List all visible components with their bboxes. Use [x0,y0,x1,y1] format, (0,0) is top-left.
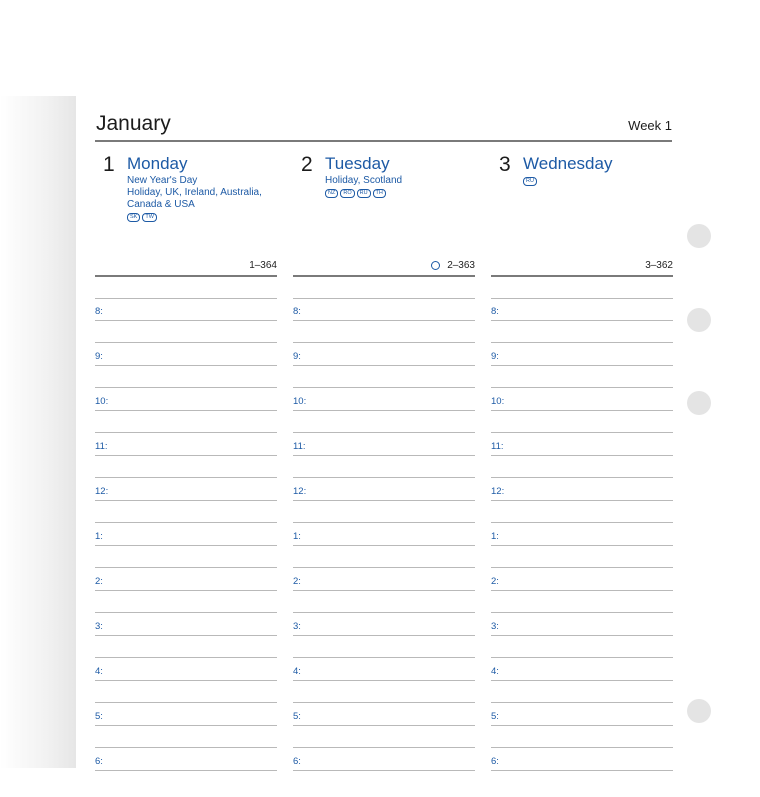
hour-line [95,320,277,321]
half-hour-line [293,612,475,613]
hour-line [95,725,277,726]
hour-label: 9: [293,351,301,362]
half-hour-line [95,567,277,568]
hour-label: 9: [95,351,103,362]
hour-label: 5: [95,711,103,722]
hour-line [95,500,277,501]
half-hour-line [293,387,475,388]
day-count: 1–364 [249,260,277,271]
hour-line [491,455,673,456]
hour-line [95,410,277,411]
hour-label: 10: [491,396,505,407]
country-badge: NZ [325,189,338,198]
hour-label: 12: [95,486,109,497]
hour-label: 4: [293,666,301,677]
hour-label: 5: [491,711,499,722]
half-hour-line [293,567,475,568]
hour-label: 8: [293,306,301,317]
half-hour-line [293,657,475,658]
hour-line [491,365,673,366]
holiday-line: New Year's Day [127,175,198,186]
hour-label: 12: [293,486,307,497]
hour-line [95,455,277,456]
day-name: Tuesday [325,154,390,173]
day-rule [491,275,673,277]
day-column-tuesday [293,142,475,772]
half-hour-line [491,432,673,433]
hour-label: 5: [293,711,301,722]
hour-line [491,770,673,771]
half-hour-line [95,477,277,478]
half-hour-line [293,702,475,703]
hour-label: 8: [491,306,499,317]
month-title: January [96,112,171,135]
binder-hole-icon [687,224,711,248]
day-name: Monday [127,154,188,173]
country-badge: TW [142,213,157,222]
hour-line [293,500,475,501]
hour-label: 11: [293,441,306,452]
hour-label: 2: [95,576,103,587]
half-hour-line [491,657,673,658]
half-hour-line [491,342,673,343]
binder-hole-icon [687,308,711,332]
day-rule [293,275,475,277]
hour-line [293,410,475,411]
holiday-notes [127,175,277,225]
hour-label: 12: [491,486,505,497]
half-hour-line [95,522,277,523]
hour-line [491,680,673,681]
half-hour-line [293,432,475,433]
holiday-line: Canada & USA [127,199,195,210]
hour-line [491,635,673,636]
half-hour-line [491,612,673,613]
half-hour-line [491,702,673,703]
hour-line [293,770,475,771]
day-count: 2–363 [447,260,475,271]
holiday-notes [325,175,475,201]
country-badge: RU [523,177,537,186]
hour-label: 10: [293,396,307,407]
hour-label: 11: [491,441,504,452]
hour-label: 8: [95,306,103,317]
half-hour-line [95,612,277,613]
binder-hole-icon [687,699,711,723]
hour-line [95,545,277,546]
hour-line [293,635,475,636]
hour-label: 4: [95,666,103,677]
hour-line [95,365,277,366]
hour-label: 3: [293,621,301,632]
hour-line [491,545,673,546]
hour-label: 10: [95,396,109,407]
holiday-line: Holiday, Scotland [325,175,403,186]
half-hour-line [95,747,277,748]
writing-line [95,298,277,299]
binder-hole-icon [687,391,711,415]
half-hour-line [491,387,673,388]
hour-line [293,365,475,366]
moon-phase-icon [431,261,440,270]
hour-line [293,320,475,321]
country-badge: SK [127,213,140,222]
half-hour-line [491,477,673,478]
country-badge: RU [357,189,371,198]
hour-line [293,455,475,456]
hour-line [491,500,673,501]
hour-line [293,725,475,726]
day-count: 3–362 [645,260,673,271]
half-hour-line [95,387,277,388]
writing-line [491,298,673,299]
country-badges [523,177,673,189]
hour-line [293,680,475,681]
hour-line [491,725,673,726]
hour-line [95,635,277,636]
half-hour-line [293,477,475,478]
hour-line [95,590,277,591]
hour-label: 1: [491,531,499,542]
hour-label: 2: [491,576,499,587]
hour-label: 11: [95,441,108,452]
hour-label: 9: [491,351,499,362]
hour-label: 6: [293,756,301,767]
country-badge: TH [373,189,386,198]
half-hour-line [293,747,475,748]
day-column-wednesday [491,142,673,772]
hour-label: 6: [95,756,103,767]
half-hour-line [293,522,475,523]
hour-line [491,590,673,591]
day-column-monday [95,142,277,772]
hour-label: 2: [293,576,301,587]
hour-line [293,545,475,546]
hour-label: 6: [491,756,499,767]
day-name: Wednesday [523,154,613,173]
holiday-notes [523,175,673,189]
half-hour-line [491,747,673,748]
hour-line [95,680,277,681]
half-hour-line [95,657,277,658]
day-number: 2 [301,153,313,176]
day-number: 3 [499,153,511,176]
half-hour-line [95,702,277,703]
holiday-line: Holiday, UK, Ireland, Australia, [127,187,262,198]
hour-line [491,320,673,321]
writing-line [293,298,475,299]
country-badges [127,213,277,225]
hour-label: 1: [293,531,301,542]
half-hour-line [491,567,673,568]
week-label: Week 1 [628,118,672,133]
hour-label: 4: [491,666,499,677]
day-number: 1 [103,153,115,176]
hour-label: 3: [491,621,499,632]
hour-line [491,410,673,411]
hour-label: 1: [95,531,103,542]
half-hour-line [95,342,277,343]
hour-line [95,770,277,771]
page-edge-shadow [0,96,76,768]
half-hour-line [491,522,673,523]
country-badge: RO [340,189,354,198]
day-rule [95,275,277,277]
hour-line [293,590,475,591]
half-hour-line [95,432,277,433]
hour-label: 3: [95,621,103,632]
country-badges [325,189,475,201]
half-hour-line [293,342,475,343]
